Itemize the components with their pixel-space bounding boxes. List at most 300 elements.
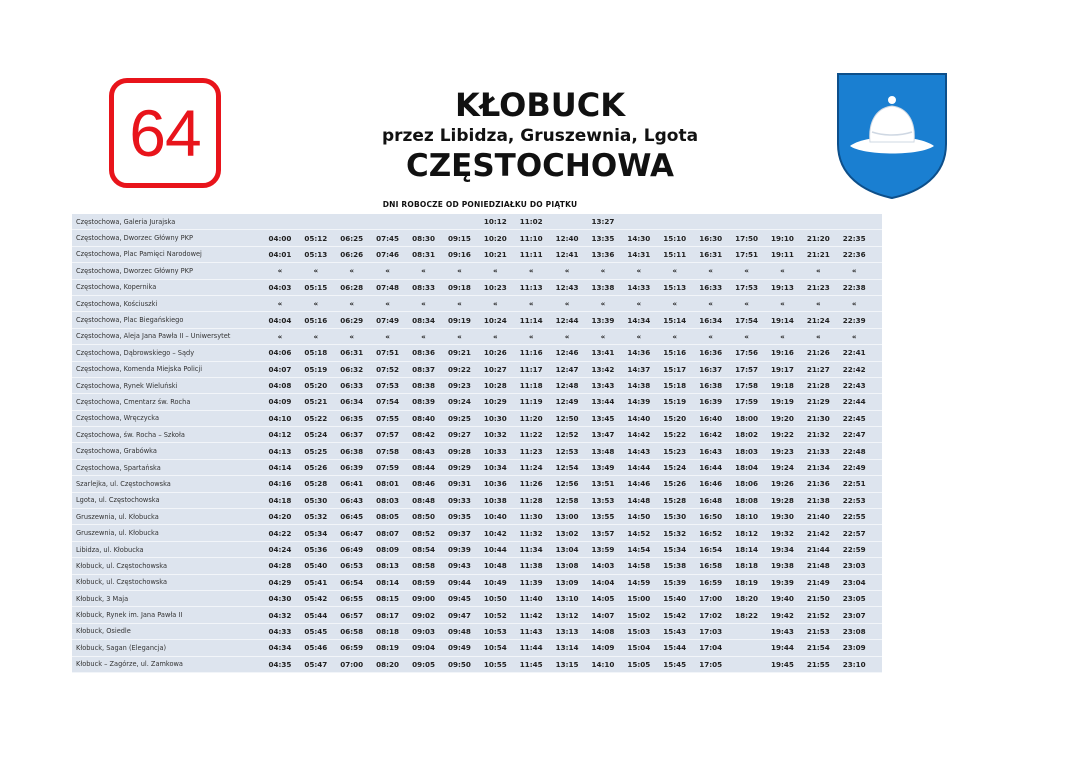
departure-time: 22:53 bbox=[842, 495, 866, 505]
departure-time: 08:42 bbox=[412, 430, 435, 440]
timetable-row bbox=[72, 230, 882, 246]
stop-name: Częstochowa, Dworzec Główny PKP bbox=[76, 266, 193, 275]
departure-time: 05:47 bbox=[304, 659, 328, 669]
departure-time: 09:19 bbox=[447, 315, 471, 325]
departure-time: 10:48 bbox=[483, 561, 507, 571]
departure-time: 23:04 bbox=[842, 577, 866, 587]
departure-time: 22:41 bbox=[842, 348, 866, 358]
departure-time: 13:14 bbox=[555, 643, 579, 653]
departure-time: 06:25 bbox=[340, 233, 364, 243]
departure-time: 18:10 bbox=[735, 512, 758, 522]
departure-time: 14:03 bbox=[591, 561, 615, 571]
stop-name: Częstochowa, Kościuszki bbox=[76, 299, 158, 308]
departure-time: 04:06 bbox=[268, 348, 292, 358]
departure-time: 05:30 bbox=[304, 495, 328, 505]
departure-time: 19:45 bbox=[770, 659, 794, 669]
departure-time bbox=[262, 217, 298, 226]
timetable bbox=[72, 214, 882, 673]
departure-time: 13:00 bbox=[555, 512, 579, 522]
departure-time: « bbox=[528, 331, 534, 341]
departure-time: 05:34 bbox=[304, 528, 328, 538]
departure-time: 18:19 bbox=[735, 577, 758, 587]
departure-time: 13:15 bbox=[555, 659, 579, 669]
departure-time: 08:07 bbox=[376, 528, 400, 538]
departure-time: 13:38 bbox=[591, 282, 615, 292]
departure-time: 11:34 bbox=[519, 545, 543, 554]
departure-time: 19:34 bbox=[770, 545, 794, 554]
departure-time: « bbox=[851, 266, 857, 276]
timetable-row bbox=[72, 460, 882, 476]
departure-time: 09:47 bbox=[447, 610, 471, 620]
departure-time: 13:13 bbox=[555, 626, 579, 636]
departure-time: « bbox=[636, 266, 642, 276]
departure-time: 13:04 bbox=[555, 545, 579, 554]
departure-time: 11:32 bbox=[519, 528, 543, 538]
departure-times bbox=[262, 397, 872, 406]
departure-time: 07:00 bbox=[340, 659, 364, 669]
departure-time: 21:32 bbox=[806, 430, 830, 440]
departure-time: 07:51 bbox=[376, 348, 400, 358]
departure-time: 14:40 bbox=[627, 413, 651, 423]
departure-time: 08:18 bbox=[376, 626, 400, 636]
departure-time: « bbox=[457, 266, 462, 276]
departure-time: 16:58 bbox=[699, 561, 723, 571]
departure-time: « bbox=[492, 299, 498, 309]
service-days-label: DNI ROBOCZE OD PONIEDZIAŁKU DO PIĄTKU bbox=[382, 200, 578, 209]
departure-time: 14:36 bbox=[627, 348, 651, 358]
departure-time: 04:29 bbox=[268, 577, 292, 587]
departure-time: « bbox=[744, 331, 749, 341]
stop-name: Kłobuck, ul. Częstochowska bbox=[76, 578, 168, 587]
departure-time: 21:55 bbox=[806, 659, 830, 669]
departure-time: 15:00 bbox=[627, 594, 651, 604]
departure-time: 06:35 bbox=[340, 413, 364, 423]
departure-time: 23:05 bbox=[842, 594, 866, 604]
departure-time: « bbox=[528, 266, 534, 276]
departure-times bbox=[262, 594, 872, 603]
departure-time: 11:20 bbox=[519, 413, 543, 423]
route-number-badge bbox=[109, 78, 221, 188]
departure-time: 14:52 bbox=[627, 528, 651, 538]
departure-time: « bbox=[421, 266, 426, 276]
departure-time: 16:38 bbox=[699, 381, 723, 391]
departure-times bbox=[262, 250, 872, 259]
timetable-row bbox=[72, 427, 882, 443]
departure-time: 17:59 bbox=[735, 397, 758, 407]
departure-time: 07:48 bbox=[376, 282, 400, 292]
departure-time: 21:28 bbox=[806, 381, 830, 391]
departure-times bbox=[262, 447, 872, 456]
departure-time: 09:00 bbox=[412, 594, 435, 604]
departure-time: 13:27 bbox=[591, 217, 615, 227]
departure-time bbox=[729, 217, 765, 226]
departure-time bbox=[370, 217, 406, 226]
departure-time: « bbox=[744, 266, 749, 276]
departure-time: 09:15 bbox=[447, 233, 471, 243]
departure-time: « bbox=[421, 331, 426, 341]
departure-times bbox=[262, 381, 872, 390]
departure-time: 15:28 bbox=[663, 495, 687, 505]
timetable-row bbox=[72, 329, 882, 345]
departure-times bbox=[262, 643, 872, 652]
departure-time: 06:57 bbox=[340, 610, 364, 620]
departure-time: « bbox=[564, 299, 570, 309]
departure-time: 07:57 bbox=[376, 430, 400, 440]
departure-time: 11:43 bbox=[519, 626, 543, 636]
departure-time: 22:39 bbox=[842, 315, 866, 325]
departure-time: 19:24 bbox=[770, 463, 794, 473]
departure-times bbox=[262, 414, 872, 423]
departure-time: 14:05 bbox=[591, 594, 615, 604]
departure-time: 17:56 bbox=[735, 348, 758, 358]
departure-time: 12:40 bbox=[555, 233, 579, 243]
departure-time: 21:53 bbox=[806, 626, 830, 636]
departure-time: 05:16 bbox=[304, 315, 328, 325]
departure-time: 15:40 bbox=[663, 594, 687, 604]
departure-time: 15:20 bbox=[663, 413, 687, 423]
stop-name: Szarlejka, ul. Częstochowska bbox=[76, 479, 171, 488]
departure-time: 22:51 bbox=[842, 479, 866, 489]
timetable-row bbox=[72, 525, 882, 541]
departure-time: 06:45 bbox=[340, 512, 364, 522]
departure-time: 08:52 bbox=[412, 528, 435, 538]
departure-time: 05:46 bbox=[304, 643, 328, 653]
departure-time: 21:49 bbox=[806, 577, 830, 587]
departure-time: 15:32 bbox=[663, 528, 687, 538]
departure-time: 06:33 bbox=[340, 381, 364, 391]
departure-time: 21:26 bbox=[806, 348, 830, 358]
departure-times bbox=[262, 479, 872, 488]
departure-time: 13:51 bbox=[591, 479, 615, 489]
timetable-row bbox=[72, 575, 882, 591]
departure-time: 22:57 bbox=[842, 528, 866, 538]
departure-time: 17:53 bbox=[735, 282, 758, 292]
departure-time: 08:31 bbox=[412, 249, 435, 259]
departure-time: 15:17 bbox=[663, 364, 687, 374]
departure-time: 06:58 bbox=[340, 626, 364, 636]
departure-time: 05:24 bbox=[304, 430, 328, 440]
departure-time: 04:13 bbox=[268, 446, 292, 456]
departure-time: 11:18 bbox=[519, 381, 543, 391]
departure-times bbox=[262, 348, 872, 357]
departure-time: 09:16 bbox=[447, 249, 471, 259]
stop-name: Kłobuck, Rynek im. Jana Pawła II bbox=[76, 611, 183, 620]
departure-time: 15:10 bbox=[663, 233, 687, 243]
departure-time: 11:02 bbox=[519, 217, 543, 227]
departure-time: 15:34 bbox=[663, 545, 687, 554]
departure-time: 10:32 bbox=[483, 430, 507, 440]
departure-time: 12:58 bbox=[555, 495, 579, 505]
departure-time: 13:43 bbox=[591, 381, 615, 391]
departure-time: 06:41 bbox=[340, 479, 364, 489]
timetable-row bbox=[72, 657, 882, 673]
departure-time: « bbox=[277, 299, 283, 309]
departure-time: 15:38 bbox=[663, 561, 687, 571]
timetable-row bbox=[72, 558, 882, 574]
departure-times bbox=[262, 316, 872, 325]
timetable-row bbox=[72, 214, 882, 230]
departure-time: 08:13 bbox=[376, 561, 400, 571]
departure-time: 09:37 bbox=[447, 528, 471, 538]
departure-time: 10:28 bbox=[483, 381, 507, 391]
departure-time: 08:37 bbox=[412, 364, 435, 374]
departure-time: « bbox=[349, 331, 355, 341]
departure-time: 10:38 bbox=[483, 495, 507, 505]
departure-time: 11:10 bbox=[519, 233, 543, 243]
departure-time: 16:43 bbox=[699, 446, 723, 456]
departure-time: 05:44 bbox=[304, 610, 328, 620]
departure-time: « bbox=[672, 331, 678, 341]
stop-name: Libidza, ul. Kłobucka bbox=[76, 545, 144, 554]
departure-time: 22:42 bbox=[842, 364, 866, 374]
departure-time: 21:42 bbox=[806, 528, 830, 538]
departure-time: « bbox=[851, 331, 857, 341]
departure-time: 19:40 bbox=[770, 594, 794, 604]
departure-time: 08:30 bbox=[412, 233, 435, 243]
departure-time: 16:39 bbox=[699, 397, 723, 407]
departure-time: 18:12 bbox=[735, 528, 758, 538]
departure-time: 07:53 bbox=[376, 381, 400, 391]
departure-time: 05:25 bbox=[304, 446, 328, 456]
departure-time: 21:24 bbox=[806, 315, 830, 325]
stop-name: Gruszewnia, ul. Kłobucka bbox=[76, 529, 159, 538]
departure-time: 11:24 bbox=[519, 463, 543, 473]
departure-times bbox=[262, 266, 872, 275]
departure-time: 21:33 bbox=[806, 446, 830, 456]
departure-time: 17:03 bbox=[699, 626, 723, 636]
departure-time: 07:54 bbox=[376, 397, 400, 407]
departure-time: « bbox=[528, 299, 534, 309]
departure-time: 10:33 bbox=[483, 446, 507, 456]
stop-name: Częstochowa, św. Rocha – Szkoła bbox=[76, 430, 185, 439]
departure-time: 10:27 bbox=[483, 364, 507, 374]
departure-times bbox=[262, 627, 872, 636]
departure-time: 18:20 bbox=[735, 594, 758, 604]
departure-time: 22:55 bbox=[842, 512, 866, 522]
departure-time: « bbox=[457, 299, 462, 309]
timetable-row bbox=[72, 443, 882, 459]
departure-time: 13:59 bbox=[591, 545, 615, 554]
departure-time: 08:05 bbox=[376, 512, 400, 522]
departure-time: 10:20 bbox=[483, 233, 507, 243]
departure-time: 04:22 bbox=[268, 528, 292, 538]
departure-time: 08:33 bbox=[412, 282, 435, 292]
departure-time: 10:49 bbox=[483, 577, 507, 587]
departure-time: « bbox=[313, 266, 319, 276]
departure-time: 12:44 bbox=[555, 315, 579, 325]
departure-time: 11:17 bbox=[519, 364, 543, 374]
departure-time: 22:43 bbox=[842, 381, 866, 391]
departure-time: 14:30 bbox=[627, 233, 651, 243]
departure-time: 10:34 bbox=[483, 463, 507, 473]
stop-name: Częstochowa, Komenda Miejska Policji bbox=[76, 365, 203, 374]
departure-time: 12:41 bbox=[555, 249, 579, 259]
departure-time bbox=[729, 627, 765, 636]
departure-time: 08:01 bbox=[376, 479, 400, 489]
departure-time: 05:26 bbox=[304, 463, 328, 473]
departure-time: 11:45 bbox=[519, 659, 543, 669]
departure-time: 12:47 bbox=[555, 364, 579, 374]
departure-time: 19:17 bbox=[770, 364, 794, 374]
departure-time: 09:24 bbox=[447, 397, 471, 407]
departure-time: 19:18 bbox=[770, 381, 794, 391]
departure-time: 05:28 bbox=[304, 479, 328, 489]
departure-time: 15:03 bbox=[627, 626, 651, 636]
departure-time: 04:35 bbox=[268, 659, 292, 669]
departure-time: « bbox=[600, 331, 606, 341]
departure-time: 23:09 bbox=[842, 643, 866, 653]
departure-time: 16:40 bbox=[699, 413, 723, 423]
stop-name: Kłobuck, ul. Częstochowska bbox=[76, 561, 168, 570]
timetable-row bbox=[72, 624, 882, 640]
departure-time: 05:19 bbox=[304, 364, 328, 374]
departure-time: 16:36 bbox=[699, 348, 723, 358]
departure-time: 05:13 bbox=[304, 249, 328, 259]
departure-time: 19:43 bbox=[770, 626, 794, 636]
departure-time bbox=[298, 217, 334, 226]
departure-time: 23:10 bbox=[842, 659, 866, 669]
departure-time: 09:50 bbox=[447, 659, 471, 669]
departure-time: 16:50 bbox=[699, 512, 723, 522]
departure-time: 06:31 bbox=[340, 348, 364, 358]
departure-time: « bbox=[744, 299, 749, 309]
departure-time: 18:18 bbox=[735, 561, 758, 571]
timetable-row bbox=[72, 591, 882, 607]
timetable-row bbox=[72, 394, 882, 410]
departure-time: « bbox=[636, 331, 642, 341]
departure-time: 04:07 bbox=[268, 364, 292, 374]
departure-time: 23:07 bbox=[842, 610, 866, 620]
departure-time: 07:59 bbox=[376, 463, 400, 473]
departure-time: 05:20 bbox=[304, 381, 328, 391]
departure-time: 13:48 bbox=[591, 446, 615, 456]
departure-time: 16:42 bbox=[699, 430, 723, 440]
departure-time: 21:40 bbox=[806, 512, 830, 522]
departure-time: 14:34 bbox=[627, 315, 651, 325]
departure-time: 11:13 bbox=[519, 282, 543, 292]
departure-time: « bbox=[457, 331, 462, 341]
departure-time: 15:14 bbox=[663, 315, 687, 325]
departure-time: 11:23 bbox=[519, 446, 543, 456]
departure-time: 18:00 bbox=[735, 413, 758, 423]
departure-times bbox=[262, 234, 872, 243]
departure-time: « bbox=[277, 331, 283, 341]
departure-time: 06:29 bbox=[340, 315, 364, 325]
departure-times bbox=[262, 365, 872, 374]
departure-time: 09:29 bbox=[447, 463, 471, 473]
departure-time: 06:26 bbox=[340, 249, 364, 259]
departure-time: 05:40 bbox=[304, 561, 328, 571]
timetable-row bbox=[72, 542, 882, 558]
departure-time: 06:37 bbox=[340, 430, 364, 440]
departure-time: 11:26 bbox=[519, 479, 543, 489]
departure-time: 06:55 bbox=[340, 594, 364, 604]
departure-times bbox=[262, 463, 872, 472]
departure-time: 10:40 bbox=[483, 512, 507, 522]
departure-time: 05:41 bbox=[304, 577, 328, 587]
departure-time bbox=[800, 217, 836, 226]
departure-time: 04:20 bbox=[268, 512, 292, 522]
stop-name: Częstochowa, Kopernika bbox=[76, 283, 157, 292]
departure-times bbox=[262, 332, 872, 341]
departure-time: « bbox=[672, 266, 678, 276]
departure-time bbox=[657, 217, 693, 226]
departure-time: 19:20 bbox=[770, 413, 794, 423]
timetable-row bbox=[72, 296, 882, 312]
departure-time: 09:27 bbox=[447, 430, 471, 440]
departure-time: 06:47 bbox=[340, 528, 364, 538]
departure-time: 15:05 bbox=[627, 659, 651, 669]
departure-time: 09:44 bbox=[447, 577, 471, 587]
departure-time: 08:58 bbox=[412, 561, 435, 571]
departure-time: « bbox=[313, 299, 319, 309]
stop-name: Częstochowa, Cmentarz św. Rocha bbox=[76, 397, 191, 406]
departure-time: 04:09 bbox=[268, 397, 292, 407]
departure-time: 10:53 bbox=[483, 626, 507, 636]
departure-time: 15:04 bbox=[627, 643, 651, 653]
departure-time: 10:29 bbox=[483, 397, 507, 407]
departure-time: 14:59 bbox=[627, 577, 651, 587]
departure-time: 15:30 bbox=[663, 512, 687, 522]
departure-time: 10:24 bbox=[483, 315, 507, 325]
departure-time: 17:04 bbox=[699, 643, 723, 653]
departure-time: 06:53 bbox=[340, 561, 364, 571]
departure-time: « bbox=[564, 266, 570, 276]
departure-time: 08:38 bbox=[412, 381, 435, 391]
departure-time: « bbox=[636, 299, 642, 309]
departure-time: 21:52 bbox=[806, 610, 830, 620]
departure-time: 08:39 bbox=[412, 397, 435, 407]
departure-time: 19:22 bbox=[770, 430, 794, 440]
departure-time: 04:01 bbox=[268, 249, 292, 259]
departure-time: 21:23 bbox=[806, 282, 830, 292]
departure-time: 08:48 bbox=[412, 495, 435, 505]
departure-time bbox=[729, 643, 765, 652]
departure-time: 22:48 bbox=[842, 446, 866, 456]
departure-time: 05:18 bbox=[304, 348, 328, 358]
departure-time: « bbox=[815, 331, 821, 341]
departure-time: 09:04 bbox=[412, 643, 435, 653]
departure-times bbox=[262, 561, 872, 570]
departure-time: 10:36 bbox=[483, 479, 507, 489]
departure-time: 17:54 bbox=[735, 315, 758, 325]
departure-time: 05:22 bbox=[304, 413, 328, 423]
departure-time bbox=[441, 217, 477, 226]
departure-time: 22:36 bbox=[842, 249, 866, 259]
departure-time: 14:31 bbox=[627, 249, 651, 259]
departure-time: 21:21 bbox=[806, 249, 830, 259]
departure-time: 10:30 bbox=[483, 413, 507, 423]
departure-time: 21:30 bbox=[806, 413, 830, 423]
departure-time: 06:59 bbox=[340, 643, 364, 653]
departure-time: 16:52 bbox=[699, 528, 723, 538]
departure-time: 10:12 bbox=[483, 217, 507, 227]
departure-time: 08:14 bbox=[376, 577, 400, 587]
departure-time: 11:30 bbox=[519, 512, 543, 522]
departure-time: 04:34 bbox=[268, 643, 292, 653]
departure-time: 08:03 bbox=[376, 495, 400, 505]
departure-time: 18:06 bbox=[735, 479, 758, 489]
departure-time: 10:44 bbox=[483, 545, 507, 554]
departure-time: 18:04 bbox=[735, 463, 758, 473]
departure-time: 04:08 bbox=[268, 381, 292, 391]
departure-time: 10:23 bbox=[483, 282, 507, 292]
departure-time: 17:02 bbox=[699, 610, 723, 620]
departure-time: 16:46 bbox=[699, 479, 723, 489]
departure-time: 13:47 bbox=[591, 430, 615, 440]
departure-time: 13:02 bbox=[555, 528, 579, 538]
departure-time: 11:44 bbox=[519, 643, 543, 653]
